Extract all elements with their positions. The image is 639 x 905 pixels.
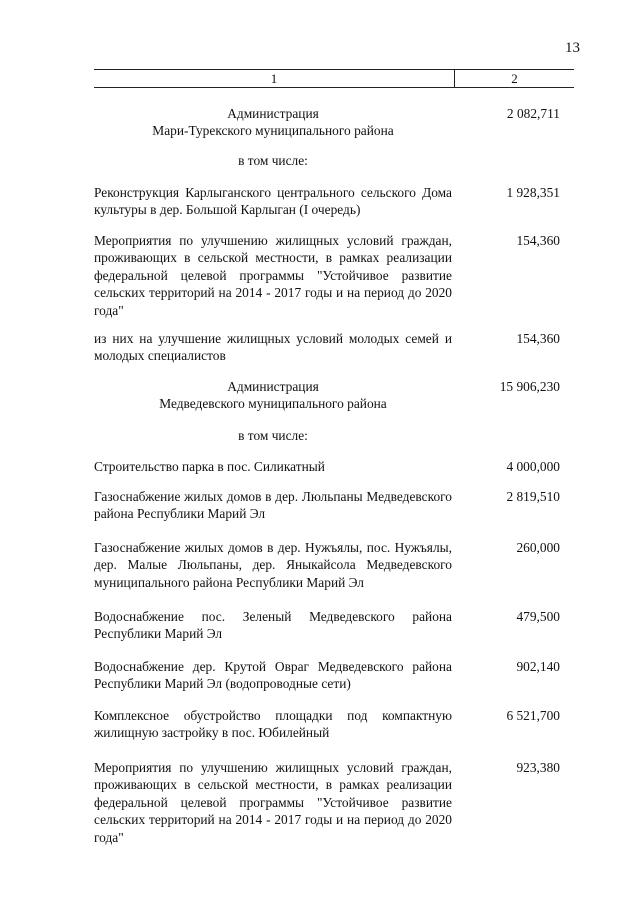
item-description: Мероприятия по улучшению жилищных условий граждан, проживающих в сельской местности, в рамках реализации федеральной целевой программы "Устойчивое развитие сельских территорий на 2014 - 2017 годы и на период до 2020 года" xyxy=(94,233,452,318)
amount: 154,360 xyxy=(516,233,560,248)
item-description: Реконструкция Карлыганского центрального сельского Дома культуры в дер. Большой Карлыган (I очередь) xyxy=(94,185,452,218)
amount: 15 906,230 xyxy=(499,379,560,394)
org-name xyxy=(94,378,452,413)
header-col-1: 1 xyxy=(94,70,455,87)
amount: 260,000 xyxy=(516,540,560,555)
amount: 902,140 xyxy=(516,659,560,674)
org-name xyxy=(94,105,452,140)
subheading: в том числе: xyxy=(238,428,308,443)
item-description: Газоснабжение жилых домов в дер. Люльпаны Медведевского района Республики Марий Эл xyxy=(94,489,452,522)
item-description: Водоснабжение пос. Зеленый Медведевского района Республики Марий Эл xyxy=(94,609,452,642)
item-description: Мероприятия по улучшению жилищных условий граждан, проживающих в сельской местности, в рамках реализации федеральной целевой программы "Устойчивое развитие сельских территорий на 2014 - 2017 годы и на период до 2020 года" xyxy=(94,760,452,845)
item-description: Комплексное обустройство площадки под компактную жилищную застройку в пос. Юбилейный xyxy=(94,708,452,741)
amount: 4 000,000 xyxy=(506,459,560,474)
org-subtitle: Медведевского муниципального района xyxy=(159,396,387,412)
amount: 154,360 xyxy=(516,331,560,346)
amount: 2 082,711 xyxy=(506,106,560,121)
amount: 923,380 xyxy=(516,760,560,775)
page-number: 13 xyxy=(565,40,580,56)
amount: 1 928,351 xyxy=(506,185,560,200)
table-header xyxy=(94,69,574,88)
amount: 2 819,510 xyxy=(506,489,560,504)
org-title: Администрация xyxy=(227,106,319,121)
item-description: Водоснабжение дер. Крутой Овраг Медведевского района Республики Марий Эл (водопроводные сети) xyxy=(94,659,452,692)
org-title: Администрация xyxy=(227,379,319,394)
item-description: Строительство парка в пос. Силикатный xyxy=(94,459,325,474)
subheading: в том числе: xyxy=(238,153,308,168)
amount: 6 521,700 xyxy=(506,708,560,723)
org-subtitle: Мари-Турекского муниципального района xyxy=(152,123,394,139)
amount: 479,500 xyxy=(516,609,560,624)
header-col-2: 2 xyxy=(511,71,518,86)
item-description: Газоснабжение жилых домов в дер. Нужъялы, пос. Нужъялы, дер. Малые Люльпаны, дер. Яныкайсола Медведевского муниципального района Республики Марий Эл xyxy=(94,540,452,590)
item-description: из них на улучшение жилищных условий молодых семей и молодых специалистов xyxy=(94,331,452,364)
